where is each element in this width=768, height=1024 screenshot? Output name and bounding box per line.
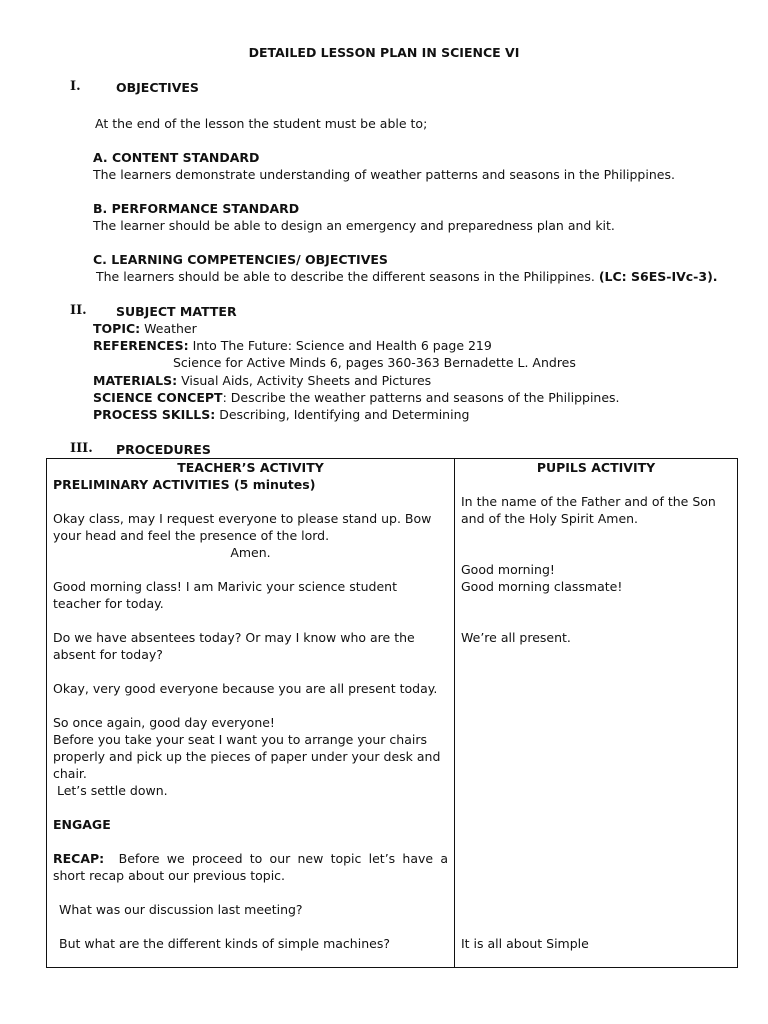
materials-line: [93, 372, 431, 389]
performance-standard-heading: B. PERFORMANCE STANDARD: [93, 201, 300, 216]
pupils-prayer-text: In the name of the Father and of the Son and of the Holy Spirit Amen.: [461, 494, 716, 526]
concept-value: : Describe the weather patterns and seasons of the Philippines.: [222, 390, 620, 405]
topic-line: [93, 320, 197, 337]
preliminary-activities-heading: PRELIMINARY ACTIVITIES (5 minutes): [53, 477, 316, 492]
section-1-heading: OBJECTIVES: [116, 80, 199, 95]
pupils-activity-column: [455, 459, 738, 968]
competencies-line: [96, 268, 718, 285]
section-2-heading: SUBJECT MATTER: [116, 304, 237, 319]
section-3-numeral: III.: [70, 441, 93, 456]
pupils-simple-answer: It is all about Simple: [461, 936, 589, 951]
recap-label: RECAP:: [53, 851, 105, 866]
skills-line: [93, 406, 469, 423]
competencies-text: The learners should be able to describe the different seasons in the Philippines.: [96, 269, 595, 284]
teacher-settle-text: Let’s settle down.: [53, 783, 168, 798]
materials-label: MATERIALS:: [93, 373, 178, 388]
pupils-good-morning-1: Good morning!: [461, 562, 555, 577]
teacher-activity-column: [47, 459, 455, 968]
content-standard-heading: A. CONTENT STANDARD: [93, 150, 260, 165]
teacher-absent-question: Do we have absentees today? Or may I know who are the absent for today?: [53, 630, 415, 662]
topic-label: TOPIC:: [93, 321, 141, 336]
teacher-question-simple-machines: But what are the different kinds of simple machines?: [59, 936, 390, 951]
content-standard-text: The learners demonstrate understanding of weather patterns and seasons in the Philippines.: [93, 167, 675, 182]
concept-label: SCIENCE CONCEPT: [93, 390, 223, 405]
skills-value: Describing, Identifying and Determining: [219, 407, 470, 422]
competencies-code: (LC: S6ES-IVc-3).: [598, 269, 718, 284]
teacher-question-last-meeting: What was our discussion last meeting?: [59, 902, 303, 917]
references-line: [93, 337, 492, 354]
section-1-numeral: I.: [70, 79, 81, 94]
teacher-goodday-text: So once again, good day everyone!: [53, 715, 275, 730]
procedures-row: [47, 459, 738, 968]
recap-paragraph: [53, 850, 452, 884]
recap-text: Before we proceed to our new topic let’s have a short recap about our previous topic.: [53, 851, 452, 883]
competencies-heading: C. LEARNING COMPETENCIES/ OBJECTIVES: [93, 252, 388, 267]
pupils-present-text: We’re all present.: [461, 630, 571, 645]
teacher-prayer-text: Okay class, may I request everyone to please stand up. Bow your head and feel the presence of the lord.: [53, 511, 432, 543]
performance-standard-text: The learner should be able to design an emergency and preparedness plan and kit.: [93, 218, 615, 233]
procedures-table: [46, 458, 738, 968]
teacher-present-text: Okay, very good everyone because you are all present today.: [53, 681, 438, 696]
teacher-arrange-text: Before you take your seat I want you to arrange your chairs properly and pick up the pieces of paper under your desk and chair.: [53, 732, 441, 781]
skills-label: PROCESS SKILLS:: [93, 407, 216, 422]
section-2-numeral: II.: [70, 303, 87, 318]
document-title: DETAILED LESSON PLAN IN SCIENCE VI: [248, 45, 520, 60]
pupils-good-morning-2: Good morning classmate!: [461, 579, 623, 594]
materials-value: Visual Aids, Activity Sheets and Pictures: [181, 373, 432, 388]
engage-heading: ENGAGE: [53, 817, 111, 832]
reference-2: Science for Active Minds 6, pages 360-363 Bernadette L. Andres: [173, 355, 576, 370]
topic-value: Weather: [144, 321, 197, 336]
teacher-activity-header: TEACHER’S ACTIVITY: [177, 460, 324, 475]
reference-1: Into The Future: Science and Health 6 page 219: [192, 338, 492, 353]
objectives-intro: At the end of the lesson the student must be able to;: [95, 116, 428, 131]
concept-line: [93, 389, 620, 406]
references-label: REFERENCES:: [93, 338, 189, 353]
pupils-activity-header: PUPILS ACTIVITY: [536, 460, 656, 475]
section-3-heading: PROCEDURES: [116, 442, 211, 457]
teacher-greeting-text: Good morning class! I am Marivic your science student teacher for today.: [53, 579, 397, 611]
teacher-amen-text: Amen.: [230, 545, 271, 560]
